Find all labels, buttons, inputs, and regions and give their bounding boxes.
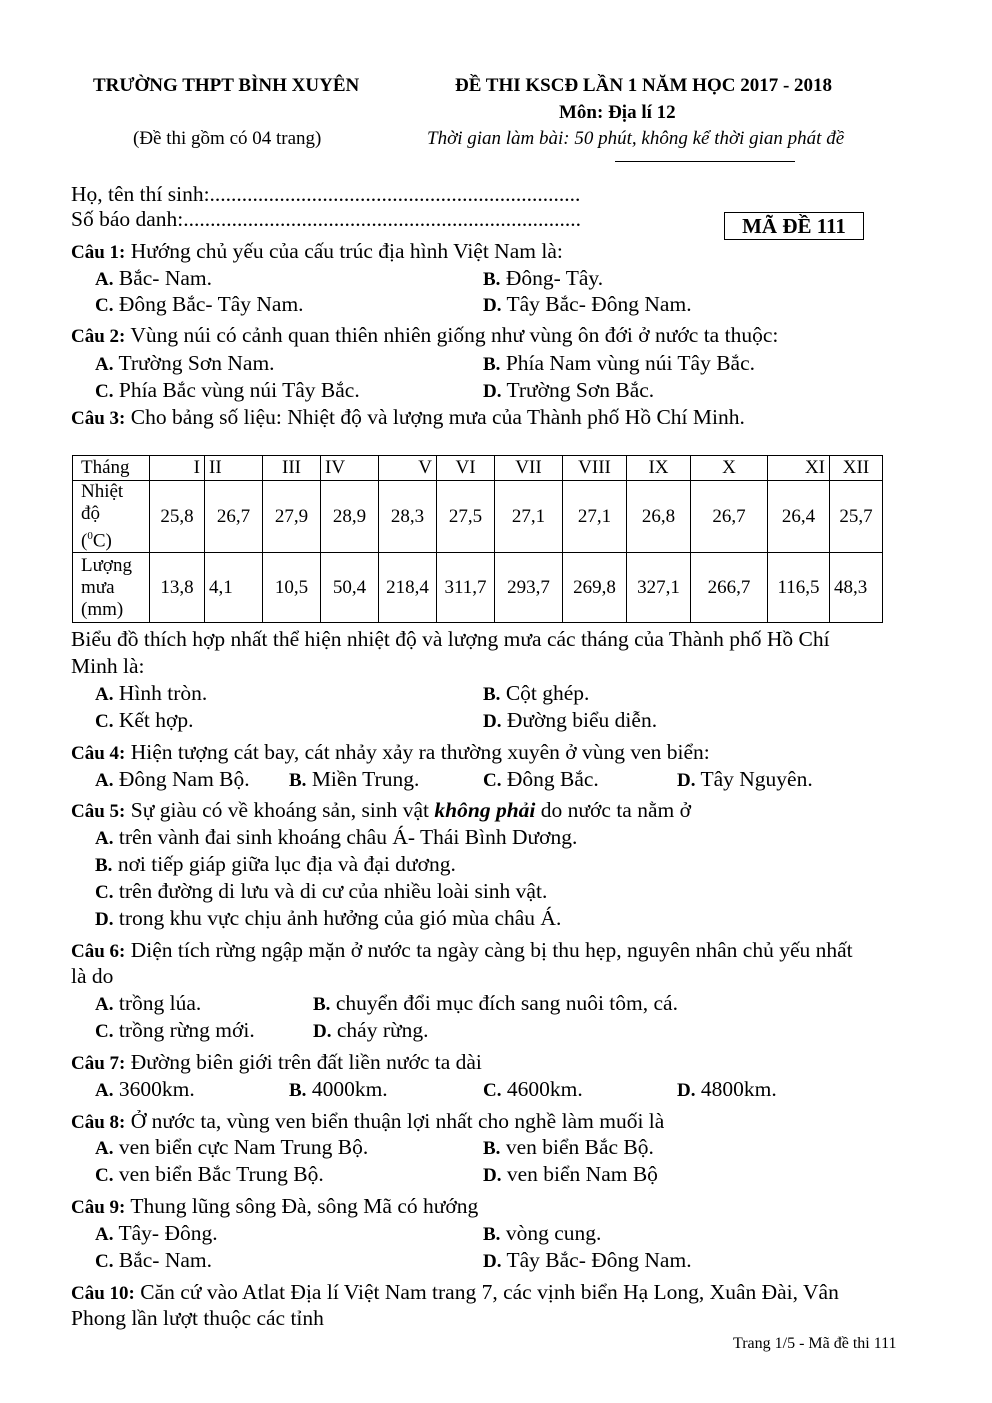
question-4: Câu 4: Hiện tượng cát bay, cát nhảy xảy ra thường xuyên ở vùng ven biển: — [71, 740, 710, 764]
q1-option-b: B. Đông- Tây. — [483, 266, 604, 290]
page-footer: Trang 1/5 - Mã đề thi 111 — [733, 1335, 897, 1352]
q1-option-c: C. Đông Bắc- Tây Nam. — [95, 292, 304, 316]
table-cell: 269,8 — [563, 553, 627, 623]
q8-option-d: D. ven biển Nam Bộ — [483, 1162, 658, 1186]
pages-note: (Đề thi gồm có 04 trang) — [133, 128, 322, 149]
table-cell: 27,9 — [263, 481, 321, 553]
table-row-rainfall — [73, 553, 883, 623]
question-7: Câu 7: Đường biên giới trên đất liền nước ta dài — [71, 1050, 482, 1074]
table-month: XI — [768, 456, 830, 481]
table-cell: 25,7 — [830, 481, 883, 553]
table-header-label: Tháng — [73, 456, 150, 481]
question-9: Câu 9: Thung lũng sông Đà, sông Mã có hướng — [71, 1194, 479, 1218]
q9-option-a: A. Tây- Đông. — [95, 1221, 218, 1245]
q4-option-a: A. Đông Nam Bộ. — [95, 767, 250, 791]
table-month: I — [150, 456, 205, 481]
question-6: Câu 6: Diện tích rừng ngập mặn ở nước ta ngày càng bị thu hẹp, nguyên nhân chủ yếu nhất — [71, 938, 853, 962]
q6-option-d: D. cháy rừng. — [313, 1018, 429, 1042]
q2-option-d: D. Trường Sơn Bắc. — [483, 378, 655, 402]
q3-option-c: C. Kết hợp. — [95, 708, 194, 732]
table-cell: 27,5 — [437, 481, 495, 553]
data-table — [72, 455, 883, 623]
table-cell: 27,1 — [495, 481, 563, 553]
table-cell: 4,1 — [205, 553, 263, 623]
question-2: Câu 2: Vùng núi có cảnh quan thiên nhiên giống như vùng ôn đới ở nước ta thuộc: — [71, 323, 779, 347]
table-row-label: Nhiệt độ ($^0$C) — [73, 481, 150, 553]
q8-option-c: C. ven biển Bắc Trung Bộ. — [95, 1162, 324, 1186]
q3-option-d: D. Đường biểu diễn. — [483, 708, 658, 732]
table-month: IX — [627, 456, 691, 481]
table-row-temperature — [73, 481, 883, 553]
table-cell: 48,3 — [830, 553, 883, 623]
q8-option-a: A. ven biển cực Nam Trung Bộ. — [95, 1135, 369, 1159]
q2-option-b: B. Phía Nam vùng núi Tây Bắc. — [483, 351, 756, 375]
q4-option-c: C. Đông Bắc. — [483, 767, 599, 791]
table-cell: 26,8 — [627, 481, 691, 553]
question-8: Câu 8: Ở nước ta, vùng ven biển thuận lợi nhất cho nghề làm muối là — [71, 1109, 665, 1133]
q5-option-a: A. trên vành đai sinh khoáng châu Á- Thái Bình Dương. — [95, 825, 578, 849]
table-month: IV — [321, 456, 379, 481]
q5-option-c: C. trên đường di lưu và di cư của nhiều loài sinh vật. — [95, 879, 548, 903]
question-10: Câu 10: Căn cứ vào Atlat Địa lí Việt Nam trang 7, các vịnh biển Hạ Long, Xuân Đài, Vân — [71, 1280, 839, 1304]
table-month: V — [379, 456, 437, 481]
table-cell: 26,4 — [768, 481, 830, 553]
question-6-cont: là do — [71, 964, 114, 988]
time-note: Thời gian làm bài: 50 phút, không kể thời gian phát đề — [427, 128, 845, 149]
q2-option-a: A. Trường Sơn Nam. — [95, 351, 275, 375]
q1-option-d: D. Tây Bắc- Đông Nam. — [483, 292, 692, 316]
q6-option-a: A. trồng lúa. — [95, 991, 202, 1015]
table-cell: 293,7 — [495, 553, 563, 623]
q2-option-c: C. Phía Bắc vùng núi Tây Bắc. — [95, 378, 360, 402]
exam-title: ĐỀ THI KSCĐ LẦN 1 NĂM HỌC 2017 - 2018 — [455, 75, 833, 96]
q9-option-b: B. vòng cung. — [483, 1221, 602, 1245]
table-cell: 25,8 — [150, 481, 205, 553]
table-cell: 10,5 — [263, 553, 321, 623]
table-cell: 218,4 — [379, 553, 437, 623]
table-cell: 116,5 — [768, 553, 830, 623]
table-month: VI — [437, 456, 495, 481]
table-cell: 266,7 — [691, 553, 768, 623]
table-cell: 327,1 — [627, 553, 691, 623]
table-month: XII — [830, 456, 883, 481]
table-month: X — [691, 456, 768, 481]
table-month: II — [205, 456, 263, 481]
q6-option-c: C. trồng rừng mới. — [95, 1018, 255, 1042]
table-cell: 13,8 — [150, 553, 205, 623]
table-cell: 28,3 — [379, 481, 437, 553]
table-cell: 28,9 — [321, 481, 379, 553]
q5-option-d: D. trong khu vực chịu ảnh hưởng của gió mùa châu Á. — [95, 906, 562, 930]
exam-code-box: MÃ ĐỀ 111 — [724, 212, 864, 240]
table-cell: 27,1 — [563, 481, 627, 553]
question-3-prompt-cont: Minh là: — [71, 654, 145, 678]
q9-option-c: C. Bắc- Nam. — [95, 1248, 212, 1272]
table-month: III — [263, 456, 321, 481]
table-cell: 26,7 — [205, 481, 263, 553]
question-10-cont: Phong lần lượt thuộc các tỉnh — [71, 1306, 324, 1330]
q7-option-a: A. 3600km. — [95, 1077, 195, 1101]
q4-option-d: D. Tây Nguyên. — [677, 767, 813, 791]
q5-option-b: B. nơi tiếp giáp giữa lục địa và đại dương. — [95, 852, 456, 876]
subject: Môn: Địa lí 12 — [559, 102, 676, 123]
q7-option-d: D. 4800km. — [677, 1077, 777, 1101]
q9-option-d: D. Tây Bắc- Đông Nam. — [483, 1248, 692, 1272]
candidate-name-line: Họ, tên thí sinh:..................................................................... — [71, 182, 581, 206]
table-month: VII — [495, 456, 563, 481]
table-header-row — [73, 456, 883, 481]
table-cell: 26,7 — [691, 481, 768, 553]
q7-option-c: C. 4600km. — [483, 1077, 583, 1101]
q8-option-b: B. ven biển Bắc Bộ. — [483, 1135, 654, 1159]
header-rule — [615, 161, 795, 162]
school-name: TRƯỜNG THPT BÌNH XUYÊN — [93, 75, 360, 96]
table-cell: 311,7 — [437, 553, 495, 623]
q4-option-b: B. Miền Trung. — [289, 767, 420, 791]
q6-option-b: B. chuyển đổi mục đích sang nuôi tôm, cá. — [313, 991, 678, 1015]
question-3: Câu 3: Cho bảng số liệu: Nhiệt độ và lượng mưa của Thành phố Hồ Chí Minh. — [71, 405, 745, 429]
question-3-prompt: Biểu đồ thích hợp nhất thể hiện nhiệt độ và lượng mưa các tháng của Thành phố Hồ Chí — [71, 627, 830, 651]
q1-option-a: A. Bắc- Nam. — [95, 266, 212, 290]
q3-option-b: B. Cột ghép. — [483, 681, 590, 705]
q3-option-a: A. Hình tròn. — [95, 681, 208, 705]
table-row-label: Lượng mưa (mm) — [73, 553, 150, 623]
candidate-id-line: Số báo danh:.......................................................................... — [71, 207, 582, 231]
question-1: Câu 1: Hướng chủ yếu của cấu trúc địa hình Việt Nam là: — [71, 239, 563, 263]
question-5: Câu 5: Sự giàu có về khoáng sản, sinh vật không phải do nước ta nằm ở — [71, 798, 691, 822]
q7-option-b: B. 4000km. — [289, 1077, 388, 1101]
table-cell: 50,4 — [321, 553, 379, 623]
table-month: VIII — [563, 456, 627, 481]
